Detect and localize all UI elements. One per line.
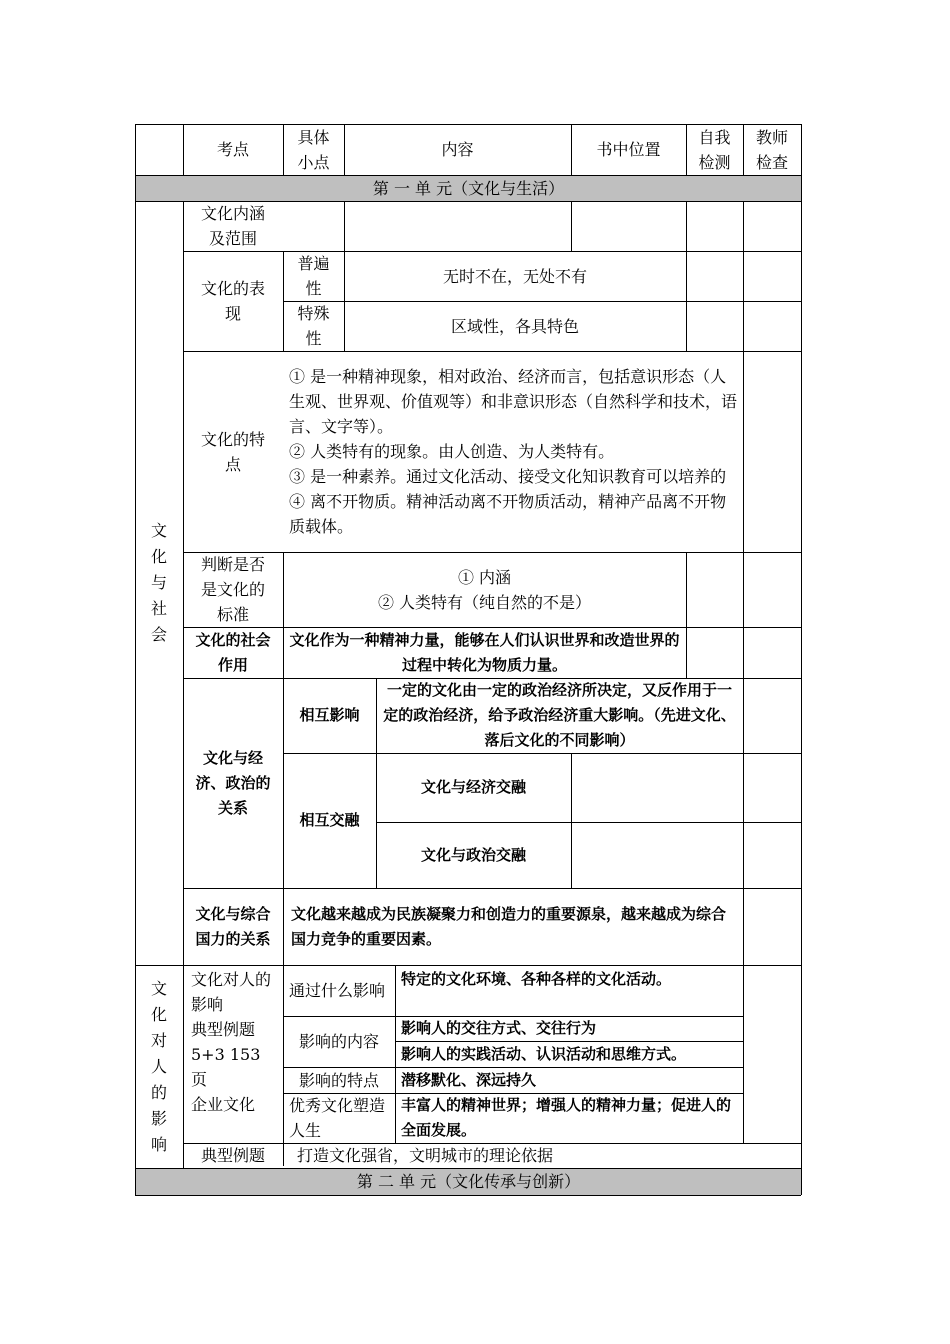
pubian-label: 普遍性 xyxy=(297,254,330,298)
suzao-label: 优秀文化塑造人生 xyxy=(289,1096,386,1140)
kaodian-tedian: 文化的特点 xyxy=(200,429,265,474)
xianghu-yingxiang-label: 相互影响 xyxy=(299,706,360,724)
biaozhun-content xyxy=(283,552,686,627)
group2-char: 化 xyxy=(150,1004,167,1024)
header-juti: 具体小点 xyxy=(297,127,330,172)
tedian-content xyxy=(283,351,743,552)
kaodian-biaozhun: 判断是否是文化的标准 xyxy=(200,555,265,624)
duiren-line: 5+3 153 页 xyxy=(191,1045,261,1089)
dianxing-content: 打造文化强省，文明城市的理论依据 xyxy=(297,1146,554,1165)
group1-char: 化 xyxy=(150,547,167,566)
group2-char: 文 xyxy=(150,978,167,998)
group1-char: 文 xyxy=(150,521,167,540)
kaodian-biaoxian: 文化的表现 xyxy=(200,279,265,323)
group2-char: 人 xyxy=(150,1056,167,1076)
group1-char: 会 xyxy=(150,625,167,644)
group2-char: 影 xyxy=(150,1108,167,1128)
header-neirong: 内容 xyxy=(441,140,474,159)
zhengzhi-jiaorong: 文化与政治交融 xyxy=(420,845,526,864)
tongguo-label: 通过什么影响 xyxy=(289,981,386,1000)
dianxing-label: 典型例题 xyxy=(200,1146,265,1165)
group2-char: 的 xyxy=(150,1082,167,1102)
group2-label xyxy=(135,965,183,1168)
xianghu-jiaorong-label: 相互交融 xyxy=(299,811,360,829)
yingxiang-content: 一定的文化由一定的政治经济所决定，又反作用于一定的政治经济，给予政治经济重大影响。（先进文化、落后文化的不同影响） xyxy=(383,681,736,749)
zuoyong-content: 文化作为一种精神力量，能够在人们认识世界和改造世界的过程中转化为物质力量。 xyxy=(289,630,680,674)
tedian-line: ④ 离不开物质。精神活动离不开物质活动，精神产品离不开物质载体。 xyxy=(289,492,727,536)
neirong-content2: 影响人的实践活动、认识活动和思维方式。 xyxy=(401,1044,687,1063)
header-shuzhong: 书中位置 xyxy=(596,140,661,159)
duiren-line: 企业文化 xyxy=(191,1095,256,1114)
neirong-label: 影响的内容 xyxy=(298,1032,379,1051)
kaodian-zuoyong: 文化的社会作用 xyxy=(195,630,271,674)
kaodian-guanxi: 文化与经济、政治的关系 xyxy=(195,748,271,817)
teshu-content: 区域性，各具特色 xyxy=(450,316,579,336)
biaozhun-line1: ① 内涵 xyxy=(457,567,512,587)
group1-char: 与 xyxy=(150,573,167,592)
tedian-line: ② 人类特有的现象。由人创造、为人类特有。 xyxy=(289,442,615,461)
tedian-line: ① 是一种精神现象，相对政治、经济而言，包括意识形态（人生观、世界观、价值观等）和非意识形态（自然科学和技术，语言、文字等）。 xyxy=(289,367,738,436)
group1-char: 社 xyxy=(150,599,167,618)
jingji-jiaorong: 文化与经济交融 xyxy=(420,778,526,796)
guoli-content: 文化越来越成为民族凝聚力和创造力的重要源泉，越来越成为综合国力竞争的重要因素。 xyxy=(291,904,727,948)
header-jiaoshi: 教师检查 xyxy=(755,127,788,172)
duiren-line: 典型例题 xyxy=(191,1020,256,1039)
unit2-title: 第 二 单 元（文化传承与创新） xyxy=(356,1172,581,1191)
kaodian-neihan: 文化内涵及范围 xyxy=(200,204,265,248)
tedian-line: ③ 是一种素养。通过文化活动、接受文化知识教育可以培养的 xyxy=(289,467,727,486)
tedian-label: 影响的特点 xyxy=(298,1070,379,1090)
suzao-content: 丰富人的精神世界；增强人的精神力量；促进人的全面发展。 xyxy=(401,1096,732,1139)
unit1-title: 第 一 单 元（文化与生活） xyxy=(372,178,565,198)
biaozhun-line2: ② 人类特有（纯自然的不是） xyxy=(377,592,592,612)
kaodian-guoli: 文化与综合国力的关系 xyxy=(195,904,271,948)
group2-char: 响 xyxy=(150,1134,167,1154)
header-kaodian: 考点 xyxy=(216,140,249,159)
tongguo-content: 特定的文化环境、各种各样的文化活动。 xyxy=(401,970,672,988)
duiren-line: 文化对人的影响 xyxy=(191,970,272,1014)
kaodian-duiren xyxy=(183,965,283,1143)
teshu-label: 特殊性 xyxy=(297,304,330,348)
pubian-content: 无时不在，无处不有 xyxy=(442,266,587,286)
group1-label xyxy=(135,201,183,965)
header-ziwo: 自我检测 xyxy=(698,127,731,172)
tedian-content-duiren: 潜移默化、深远持久 xyxy=(401,1070,537,1089)
neirong-content1: 影响人的交往方式、交往行为 xyxy=(401,1019,597,1037)
group2-char: 对 xyxy=(150,1030,167,1050)
